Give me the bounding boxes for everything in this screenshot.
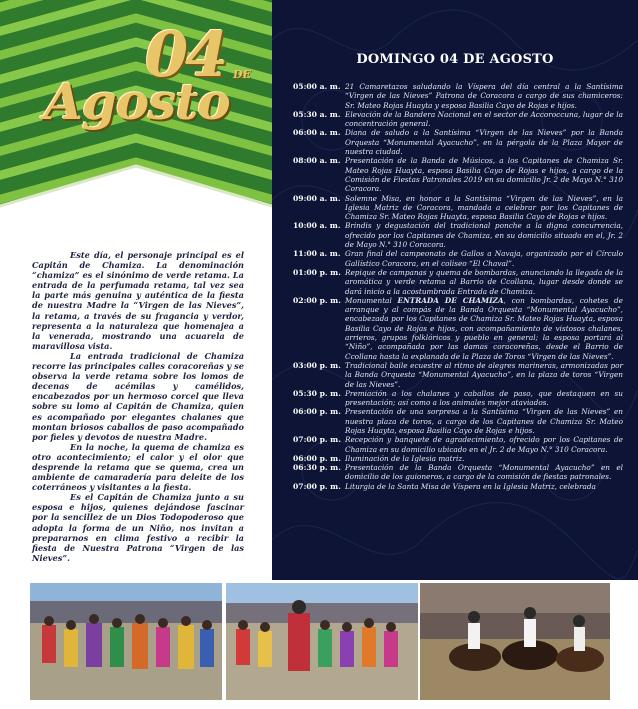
- event-desc: 21 Camaretazos saludando la Víspera del día central a la Santísima “Virgen de las Nieves” Patrona de Coracora a cargo de sus chamiceros: Sr. Mateo Rojas Huayta y esposa Basilia Cayo de Rojas e hijos.: [345, 82, 623, 110]
- event-desc: Elevación de la Bandera Nacional en el sector de Accoroccuna, lugar de la concentración general.: [345, 109, 623, 129]
- event-time: 06:00 p. m.: [293, 453, 341, 463]
- event-desc: Brindis y degustación del tradicional ponche a la digna concurrencia, ofrecido por los Capitanes de Chamiza, en su domicilio situado en el, Jr. 2 de Mayo N.° 310 Coracora.: [345, 221, 623, 250]
- event-desc-rest: , con bombardas, cohetes de arranque y al compás de la Banda Orquesta “Monumental Ayacucho”, encabezada por los Capitanes de Chamiza Sr. Mateo Rojas Huayta, esposa Basilia Cayo de Rojas e hijos, con acompañamiento de vistosos chalanes, arrieros, grupos folklóricos y pueblo en general; la esposa portará al “Niño”, acompañada por las damas coracoreñas, desde el Barrio de Ccollana hasta la explanada de la Plaza de Toros “Virgen de las Nieves”.: [345, 295, 623, 361]
- event-desc: [345, 296, 623, 361]
- schedule-row: [293, 389, 623, 408]
- left-panel: [0, 0, 272, 580]
- event-time: 07:00 p. m.: [293, 435, 341, 445]
- event-desc: Presentación de la Banda Orquesta “Monumental Ayacucho” en el domicilio de los guioneros, a cargo de la comisión de fiestas patronales.: [345, 463, 623, 482]
- event-desc: Diana de saludo a la Santísima “Virgen de las Nieves” por la Banda Orquesta “Monumental Ayacucho”, en la pérgola de la Plaza Mayor de nuestra ciudad.: [345, 128, 623, 157]
- schedule-row: [293, 110, 623, 129]
- schedule-row: [293, 361, 623, 389]
- intro-paragraph: La entrada tradicional de Chamiza recorre las principales calles coracoreñas y se observa la verde retama sobre los lomos de decenas de acémilas y camélidos, encabezados por un hermoso corcel que lleva sobre su lomo al Capitán de Chamiza, quien es acompañado por elegantes chalanes que montan briosos caballos de paso acompañado por fieles y devotos de nuestra Madre.: [32, 350, 244, 442]
- event-time: 01:00 p. m.: [293, 267, 341, 277]
- word-de: DE: [233, 68, 251, 81]
- event-time: 09:00 a. m.: [293, 193, 341, 203]
- event-desc: Liturgia de la Santa Misa de Víspera en la Iglesia Matriz, celebrada: [345, 481, 596, 491]
- event-desc: Solemne Misa, en honor a la Santísima “Virgen de las Nieves”, en la Iglesia Matriz de Coracora, mandada a celebrar por los Capitanes de Chamiza Sr. Mateo Rojas Huayta, esposa Basilia Cayo de Rojas e hijos.: [345, 193, 623, 222]
- schedule-row: [293, 268, 623, 296]
- event-time: 02:00 p. m.: [293, 295, 341, 305]
- photo-strip: [0, 580, 638, 709]
- date-title: [30, 18, 260, 168]
- event-desc: Presentación de una sorpresa a la Santísima “Virgen de las Nieves” en nuestra plaza de toros, a cargo de los Capitanes de Chamiza Sr. Mateo Rojas Huayta, esposa Basilia Cayo de Rojas e hijos.: [345, 407, 623, 435]
- schedule-row: [293, 249, 623, 268]
- event-desc: Recepción y banquete de agradecimiento, ofrecido por los Capitanes de Chamiza en su domicilio ubicado en el Jr. 2 de Mayo N.° 310 Coracora.: [345, 435, 623, 454]
- schedule-row: [293, 435, 623, 454]
- event-time: 03:00 p. m.: [293, 360, 341, 370]
- event-time: 05:30 p. m.: [293, 388, 341, 398]
- event-time: 06:00 a. m.: [293, 128, 341, 138]
- event-time: 05:30 a. m.: [293, 109, 341, 119]
- event-desc: Repique de campanas y quema de bombardas, anunciando la llegada de la aromática y verde retama al Barrio de Ccollana, lugar desde donde se dará inicio a la acostumbrada Entrada de Chamiza.: [345, 267, 623, 296]
- schedule-row: [293, 482, 623, 491]
- event-time: 08:00 a. m.: [293, 156, 341, 166]
- event-time: 10:00 a. m.: [293, 221, 341, 231]
- event-desc-prefix: Monumental: [345, 295, 398, 305]
- horsemen-photo: [420, 583, 610, 700]
- schedule-row: [293, 463, 623, 482]
- schedule-row: [293, 156, 623, 193]
- event-desc: Gran final del campeonato de Gallos a Navaja, organizado por el Círculo Gallístico Coracora, en el coliseo “El Chaval”.: [345, 249, 623, 268]
- intro-paragraph: Este día, el personaje principal es el Capitán de Chamiza. La denominación “chamiza” es el sinónimo de verde retama. La entrada de la perfumada retama, tal vez sea la parte más genuina y auténtica de la fiesta de nuestra Madre la “Virgen de las Nieves”, la retama, a través de su fragancia y verdor, representa a la naturaleza que homenajea a la venerada, mostrando una acuarela de maravillosa vista.: [32, 250, 244, 351]
- intro-text: [32, 250, 244, 563]
- intro-paragraph: Es el Capitán de Chamiza junto a su esposa e hijos, quienes dejándose fascinar por la sencillez de un Dios Todopoderoso que adopta la forma de un Niño, nos invitan a prepararnos en clima festivo a recibir la fiesta de Nuestra Patrona “Virgen de las Nieves”.: [32, 492, 244, 563]
- schedule-row: [293, 221, 623, 249]
- event-time: 06:00 p. m.: [293, 407, 341, 417]
- schedule-title: DOMINGO 04 DE AGOSTO: [356, 52, 554, 67]
- schedule-row: [293, 194, 623, 222]
- day-number: 04: [145, 18, 226, 91]
- date-banner: [0, 0, 272, 232]
- dancers-photo-1: [30, 583, 222, 700]
- event-time: 07:00 p. m.: [293, 481, 341, 491]
- event-time: 11:00 a. m.: [293, 249, 341, 259]
- schedule-row: [293, 454, 623, 463]
- event-time: 05:00 a. m.: [293, 82, 341, 91]
- event-desc: Presentación de la Banda de Músicos, a los Capitanes de Chamiza Sr. Mateo Rojas Huayta, esposa Basilia Cayo de Rojas e hijos, a cargo de la Comisión de Fiestas Patronales 2019 en su domicilio Jr. 2 de Mayo N.° 310 Coracora.: [345, 156, 623, 194]
- schedule-panel: [272, 0, 638, 580]
- schedule-row: [293, 82, 623, 110]
- event-time: 06:30 p. m.: [293, 463, 341, 473]
- event-desc: Iluminación de la Iglesia matriz.: [345, 453, 465, 463]
- intro-paragraph: En la noche, la quema de chamiza es otro acontecimiento; el calor y el olor que desprende la retama que se quema, crea un ambiente de camaradería para deleite de los coterráneos y visitantes a la fiesta.: [32, 441, 244, 493]
- schedule-row: [293, 128, 623, 156]
- schedule-row: [293, 407, 623, 435]
- month-word: Agosto: [44, 72, 230, 131]
- event-desc: Tradicional baile ecuestre al ritmo de alegres marineras, armonizadas por la Banda Orquesta “Monumental Ayacucho”, en la plaza de toros “Virgen de las Nieves”.: [345, 360, 623, 389]
- event-desc: Premiación a los chalanes y caballos de paso, que destaquen en su presentación; así como a los animales mejor ataviados.: [345, 388, 623, 408]
- schedule-row: [293, 296, 623, 361]
- schedule-list: [293, 82, 623, 491]
- event-desc-highlight: ENTRADA DE CHAMIZA: [397, 295, 504, 305]
- dancers-photo-2: [226, 583, 418, 700]
